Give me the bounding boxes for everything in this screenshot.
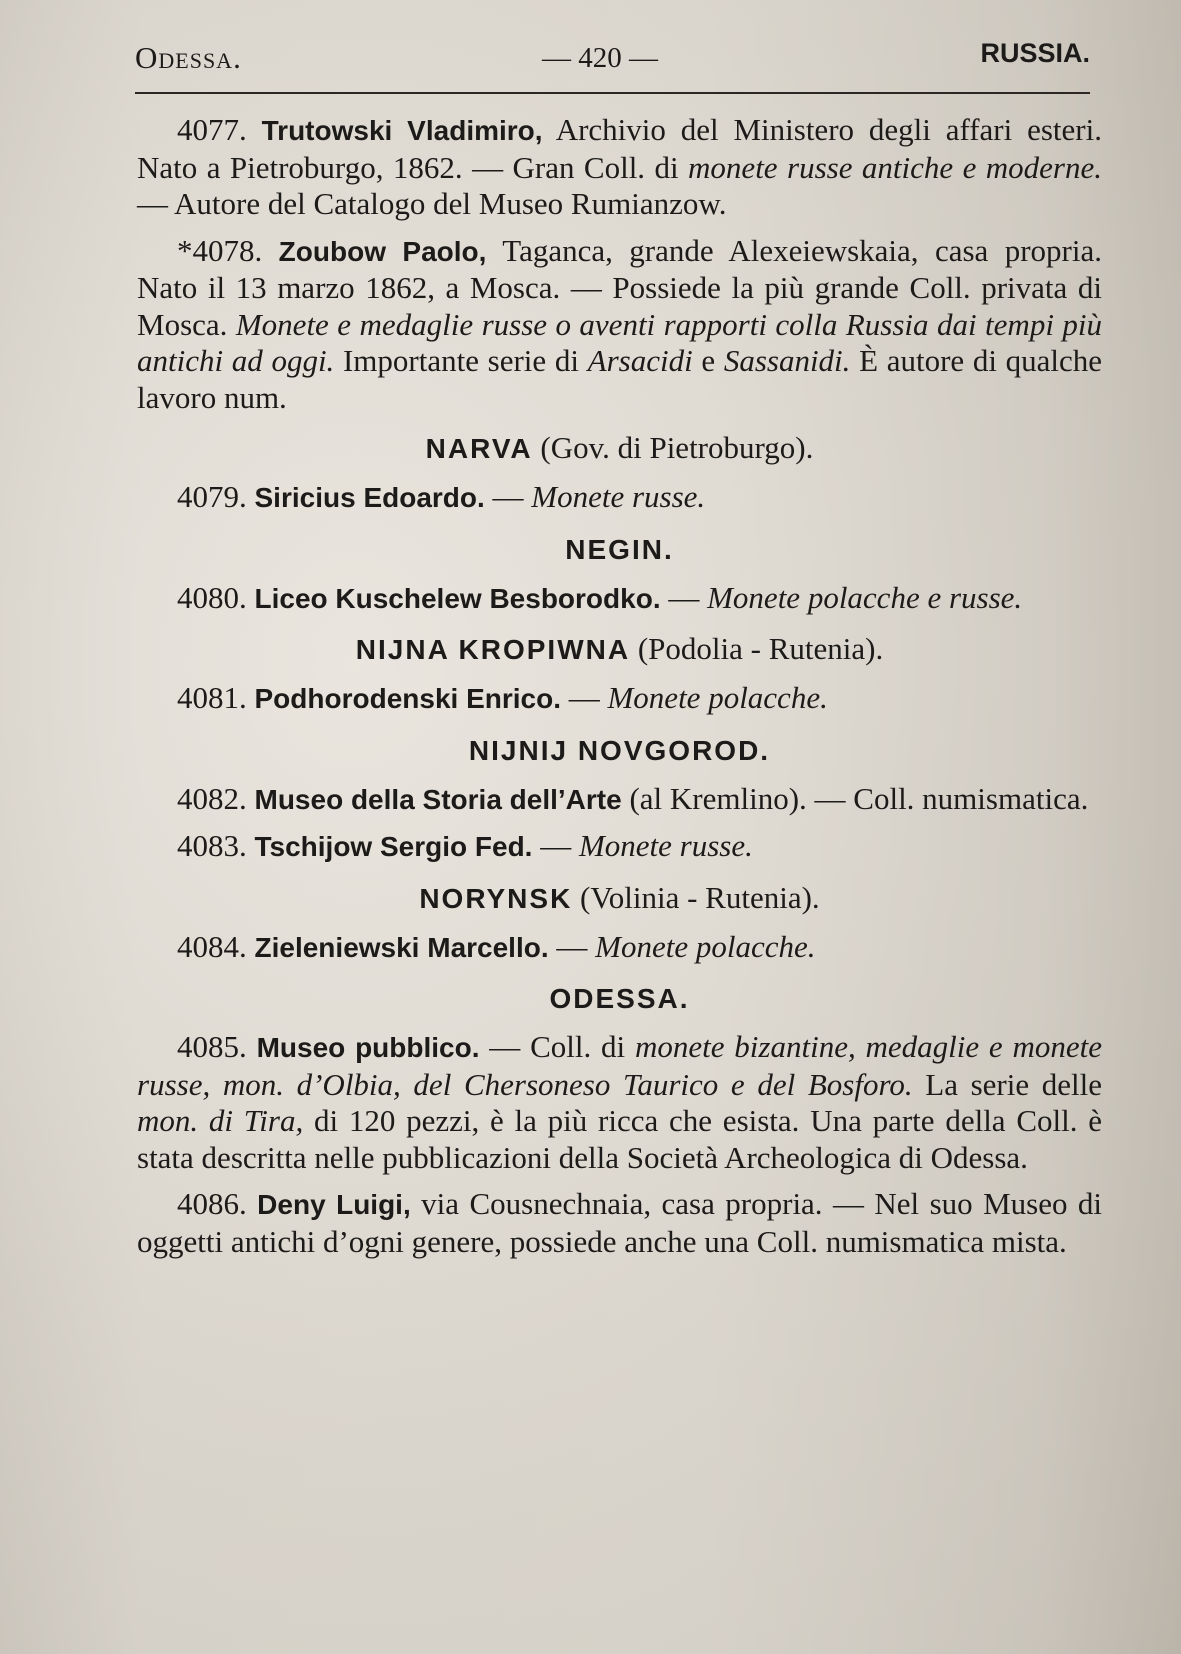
entry-number: 4079. [177,479,247,514]
entry-text: — [660,579,708,615]
city-heading-narva [137,430,1102,467]
entry-name: Museo pubblico. [256,1032,480,1063]
entry-series: mon. di Tira, [137,1103,304,1138]
entry-text: via Cousnechnaia, casa propria. — Nel suo Museo di oggetti antichi d’ogni genere, possiede anche una Coll. numismatica mista. [137,1186,1102,1259]
entry-name: Zieleniewski Marcello. [254,931,549,963]
entry-text: Taganca, grande Alexeiewskaia, casa propria. Nato il 13 marzo 1862, a Mosca. — Possiede la più grande Coll. privata di Mosca. [137,232,1102,342]
entry-name: Museo della Storia dell’Arte [254,783,622,815]
entry-series: Arsacidi [587,343,693,378]
entry-4086 [137,1186,1102,1260]
city-name: NARVA [425,433,533,464]
city-region: (Volinia - Rutenia). [572,879,820,915]
entry-collection: Monete polacche. [607,680,828,715]
city-name: NEGIN. [565,533,674,565]
entry-text: e [692,343,724,378]
entry-4079 [137,479,1102,517]
entry-number: 4077. [177,112,247,147]
entry-name: Zoubow Paolo, [278,235,487,267]
entry-number: 4084. [177,928,247,964]
entry-name: Tschijow Sergio Fed. [254,831,533,862]
entry-text: — [484,479,532,514]
entry-collection: monete russe antiche e moderne. [688,149,1102,185]
entry-text: Importante serie di [334,343,588,378]
entry-4078 [137,233,1102,417]
entry-number: 4082. [177,780,247,816]
entry-4082 [137,781,1102,819]
entry-number: 4083. [177,828,247,863]
header-rule [135,92,1090,94]
entry-collection: Monete polacche. [595,928,816,964]
page-body [137,112,1102,1270]
entry-text: (al Kremlino). — Coll. numismatica. [621,780,1089,816]
entry-text: — Coll. di [479,1029,635,1064]
entry-number: *4078. [177,232,263,268]
entry-text: È autore di qualche lavoro num. [137,343,1102,415]
entry-name: Siricius Edoardo. [254,482,485,513]
entry-collection: Monete russe. [578,828,753,863]
city-heading-nijnij-novgorod [137,732,1102,769]
entry-number: 4080. [177,579,247,615]
entry-4085 [137,1029,1102,1176]
city-name: NIJNA KROPIWNA [355,634,631,665]
entry-text: di 120 pezzi, è la più ricca che esista. Una parte della Coll. è stata descritta nelle pubblicazioni della Società Archeologica di Odessa. [137,1103,1102,1175]
page-number: — 420 — [542,42,658,74]
entry-number: 4086. [177,1186,247,1221]
entry-4077 [137,112,1102,223]
entry-text: — [560,680,608,715]
city-heading-negin [137,531,1102,568]
entry-collection: Monete e medaglie russe o aventi rapporti colla Russia dai tempi più antichi ad oggi. [137,306,1102,378]
entry-4080 [137,580,1102,618]
entry-4084 [137,929,1102,967]
entry-name: Podhorodenski Enrico. [254,683,561,714]
entry-text: La serie delle [912,1066,1102,1102]
entry-text: — Autore del Catalogo del Museo Rumianzow. [137,186,727,221]
entry-text: — [532,828,579,863]
running-head [135,36,1090,86]
city-name: NORYNSK [419,882,573,914]
entry-text: — [548,928,596,964]
header-country: RUSSIA. [980,38,1090,68]
city-name: NIJNIJ NOVGOROD. [468,734,771,766]
header-city: Odessa. [135,40,242,75]
entry-name: Liceo Kuschelew Besborodko. [254,582,661,614]
entry-collection: Monete russe. [531,479,706,514]
entry-collection: monete bizantine, medaglie e monete russe, mon. d’Olbia, del Chersoneso Taurico e del Bosforo. [137,1029,1103,1102]
entry-name: Deny Luigi, [257,1189,411,1220]
entry-4083 [137,828,1102,866]
city-heading-norynsk [137,880,1102,917]
entry-name: Trutowski Vladimiro, [261,115,543,146]
entry-4081 [137,680,1102,718]
city-region: (Gov. di Pietroburgo). [532,430,814,465]
entry-number: 4085. [177,1029,247,1064]
entry-series: Sassanidi. [723,343,851,378]
entry-number: 4081. [177,680,247,715]
city-heading-nijna-kropiwna [137,631,1102,668]
entry-text: Archivio del Ministero degli affari esteri. Nato a Pietroburgo, 1862. — Gran Coll. di [137,112,1102,185]
city-heading-odessa [137,980,1102,1017]
city-name: ODESSA. [549,983,690,1014]
city-region: (Podolia - Rutenia). [630,631,884,666]
entry-collection: Monete polacche e russe. [707,579,1023,615]
